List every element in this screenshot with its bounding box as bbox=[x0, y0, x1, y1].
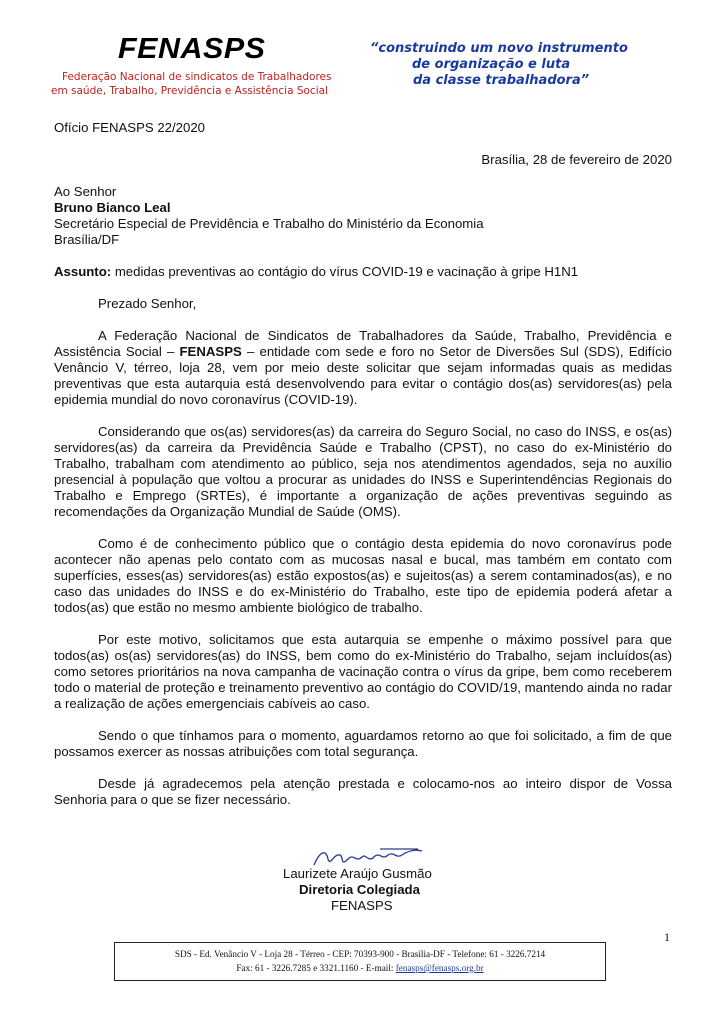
greeting: Prezado Senhor, bbox=[98, 296, 197, 311]
subject-text: medidas preventivas ao contágio do vírus COVID-19 e vacinação à gripe H1N1 bbox=[111, 264, 579, 279]
signer-org: FENASPS bbox=[331, 898, 393, 913]
paragraph-2: Considerando que os(as) servidores(as) da carreira do Seguro Social, no caso do INSS, e os(as) servidores(as) da carreira da Previdência Saúde e Trabalho (CPST), no caso do ex-Ministério do Trabalho, trabalham com atendimento ao público, seja nos atendimentos agendados, seja no auxílio presencial à população que voltou a procurar as unidades do INSS e Superintendências Regionais do Trabalho e Emprego (SRTEs), é importante a organização de ações preventivas seguindo as recomendações da Organização Mundial de Saúde (OMS). bbox=[54, 424, 672, 519]
signer-role: Diretoria Colegiada bbox=[299, 882, 420, 897]
paragraph-3: Como é de conhecimento público que o contágio desta epidemia do novo coronavírus pode acontecer não apenas pelo contato com as mucosas nasal e bucal, mas também em contato com superfícies, esses(as) servidores(as) estão expostos(as) e sujeitos(as) a serem contaminados(as), e no caso das unidades do INSS e do ex-Ministério do Trabalho, este tipo de epidemia poderá afetar a todos(as) que estão no mesmo ambiente biológico de trabalho. bbox=[54, 536, 672, 615]
org-name-line1: Federação Nacional de sindicatos de Trabalhadores bbox=[62, 71, 332, 83]
letter-reference: Ofício FENASPS 22/2020 bbox=[54, 120, 205, 135]
page-number: 1 bbox=[664, 930, 670, 944]
paragraph-6: Desde já agradecemos pela atenção prestada e colocamo-nos ao inteiro dispor de Vossa Senhoria para o que se fizer necessário. bbox=[54, 776, 672, 807]
org-name-line2: em saúde, Trabalho, Previdência e Assistência Social bbox=[51, 85, 328, 97]
fenasps-logo: FENASPS bbox=[118, 33, 266, 65]
motto-line3: da classe trabalhadora” bbox=[413, 73, 590, 88]
signer-name: Laurizete Araújo Gusmão bbox=[283, 866, 432, 881]
recipient-city: Brasília/DF bbox=[54, 232, 120, 247]
footer-address: SDS - Ed. Venâncio V - Loja 28 - Térreo - CEP: 70393-900 - Brasília-DF - Telefone: 61 - 3226.7214 bbox=[174, 949, 546, 959]
subject-label: Assunto: bbox=[54, 264, 112, 279]
recipient-prefix: Ao Senhor bbox=[54, 184, 117, 199]
recipient-name: Bruno Bianco Leal bbox=[54, 200, 171, 215]
letter-date: Brasília, 28 de fevereiro de 2020 bbox=[481, 152, 672, 167]
subject-line bbox=[54, 264, 578, 280]
motto-line1: “construindo um novo instrumento bbox=[370, 41, 628, 56]
footer-email-link[interactable]: fenasps@fenasps.org.br bbox=[395, 963, 484, 973]
footer-box bbox=[114, 942, 606, 981]
paragraph-1: A Federação Nacional de Sindicatos de Trabalhadores da Saúde, Trabalho, Previdência e Assistência Social – FENASPS – entidade com sede e foro no Setor de Diversões Sul (SDS), Edifício Venâncio V, térreo, loja 28, vem por meio deste solicitar que sejam informadas quais as medidas preventivas que esta autarquia está desenvolvendo para evitar o contágio dos(as) servidores(as) pela epidemia mundial do novo coronavírus (COVID-19). bbox=[54, 328, 672, 407]
footer-contact: Fax: 61 - 3226.7285 e 3321.1160 - E-mail: fenasps@fenasps.org.br bbox=[236, 963, 484, 973]
recipient-role: Secretário Especial de Previdência e Trabalho do Ministério da Economia bbox=[54, 216, 484, 231]
motto-line2: de organização e luta bbox=[412, 57, 571, 72]
paragraph-4: Por este motivo, solicitamos que esta autarquia se empenhe o máximo possível para que todos(as) os(as) servidores(as) do INSS, bem como do ex-Ministério do Trabalho, sejam incluídos(as) como setores prioritários na nova campanha de vacinação contra o vírus da gripe, bem como receberem todo o material de proteção e treinamento preventivo ao contágio do COVID/19, mantendo ainda no radar a realização de ações emergenciais cabíveis ao caso. bbox=[54, 632, 673, 711]
paragraph-5: Sendo o que tínhamos para o momento, aguardamos retorno ao que foi solicitado, a fim de que possamos exercer as nossas atribuições com total segurança. bbox=[54, 728, 672, 759]
